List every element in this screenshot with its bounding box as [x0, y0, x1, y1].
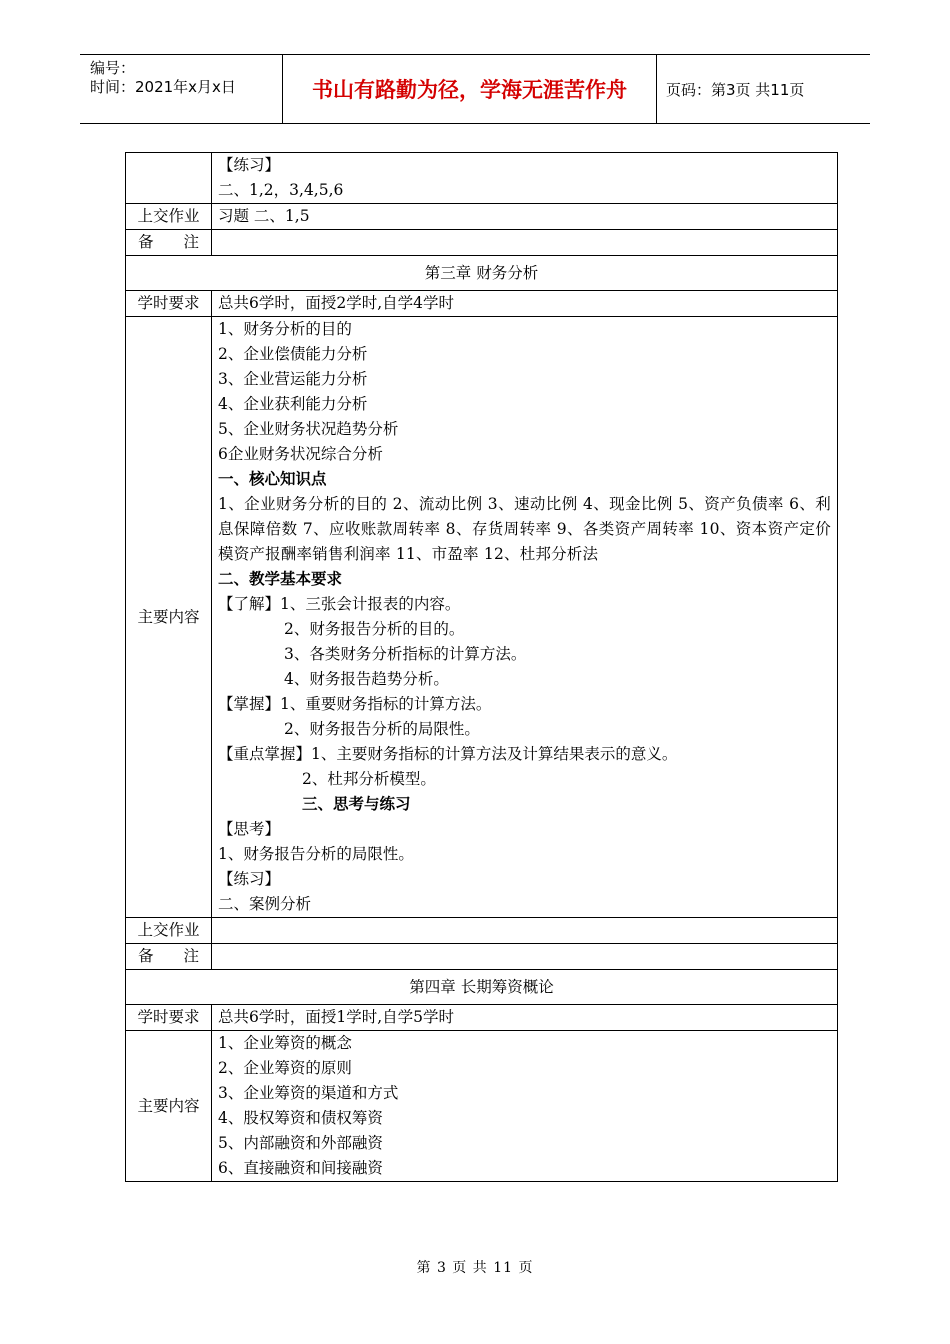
key-tag: 【重点掌握】 [218, 745, 312, 763]
chapter-title: 第三章 财务分析 [126, 256, 838, 291]
understand-item: 1、三张会计报表的内容。 [280, 595, 461, 613]
table-row [126, 970, 838, 1005]
header-meta [80, 55, 282, 123]
practice-items: 二、1,2，3,4,5,6 [218, 181, 344, 199]
page-footer: 第 3 页 共 11 页 [416, 1260, 534, 1276]
understand-item: 4、财务报告趋势分析。 [284, 670, 449, 688]
homework-label: 上交作业 [126, 918, 212, 944]
header-page-info: 页码：第3页 共11页 [666, 80, 805, 99]
core-heading: 一、核心知识点 [218, 470, 327, 488]
requirements-heading: 二、教学基本要求 [218, 570, 343, 588]
doc-time-label: 时间：2021年x月x日 [90, 78, 236, 96]
table-row [126, 1031, 838, 1182]
practice-tag: 【练习】 [218, 870, 281, 888]
homework-value [212, 918, 838, 944]
doc-number-label: 编号： [90, 59, 136, 77]
table-row [126, 256, 838, 291]
homework-label: 上交作业 [126, 204, 212, 230]
table-row [126, 204, 838, 230]
content-label: 主要内容 [126, 1031, 212, 1182]
think-item: 1、财务报告分析的局限性。 [218, 845, 414, 863]
topic-item: 4、股权筹资和债权筹资 [218, 1109, 383, 1127]
topic-item: 5、内部融资和外部融资 [218, 1134, 383, 1152]
remarks-label: 备 注 [126, 944, 212, 970]
practice-tag: 【练习】 [218, 156, 281, 174]
remarks-label: 备 注 [126, 230, 212, 256]
key-item: 1、主要财务指标的计算方法及计算结果表示的意义。 [311, 745, 678, 763]
topic-item: 1、财务分析的目的 [218, 320, 352, 338]
topic-item: 2、企业偿债能力分析 [218, 345, 368, 363]
understand-item: 2、财务报告分析的目的。 [284, 620, 465, 638]
table-row [126, 291, 838, 317]
topic-item: 1、企业筹资的概念 [218, 1034, 352, 1052]
topic-item: 6企业财务状况综合分析 [218, 445, 383, 463]
chapter-title: 第四章 长期筹资概论 [126, 970, 838, 1005]
topic-item: 3、企业筹资的渠道和方式 [218, 1084, 399, 1102]
master-tag: 【掌握】 [218, 695, 281, 713]
table-row [126, 944, 838, 970]
topic-item: 4、企业获利能力分析 [218, 395, 368, 413]
think-heading: 三、思考与练习 [302, 795, 411, 813]
remarks-value [212, 944, 838, 970]
hours-label: 学时要求 [126, 1005, 212, 1031]
topic-item: 5、企业财务状况趋势分析 [218, 420, 399, 438]
homework-value: 习题 二、1,5 [212, 204, 838, 230]
understand-line [218, 592, 837, 617]
hours-value: 总共6学时，面授1学时,自学5学时 [212, 1005, 838, 1031]
content-label: 主要内容 [126, 317, 212, 918]
master-item: 1、重要财务指标的计算方法。 [280, 695, 492, 713]
hours-label: 学时要求 [126, 291, 212, 317]
topic-item: 6、直接融资和间接融资 [218, 1159, 383, 1177]
practice-item: 二、案例分析 [218, 895, 312, 913]
header-motto: 书山有路勤为径，学海无涯苦作舟 [282, 55, 657, 123]
content-cell [212, 317, 838, 918]
think-tag: 【思考】 [218, 820, 281, 838]
master-line [218, 692, 837, 717]
page-header [80, 54, 870, 124]
key-line [218, 742, 837, 767]
content-cell [212, 1031, 838, 1182]
core-points: 1、企业财务分析的目的 2、流动比例 3、速动比例 4、现金比例 5、资产负债率 6、利息保障倍数 7、应收账款周转率 8、存货周转率 9、各类资产周转率 10、资本资产定价模资产报酬率销售利润率 11、市盈率 12、杜邦分析法 [218, 495, 831, 563]
table-row [126, 918, 838, 944]
table-row [126, 230, 838, 256]
syllabus-table [125, 152, 838, 1182]
remarks-value [212, 230, 838, 256]
topic-item: 3、企业营运能力分析 [218, 370, 368, 388]
table-row [126, 153, 838, 204]
understand-item: 3、各类财务分析指标的计算方法。 [284, 645, 527, 663]
prev-practice-cell [212, 153, 838, 204]
hours-value: 总共6学时，面授2学时,自学4学时 [212, 291, 838, 317]
key-item: 2、杜邦分析模型。 [302, 770, 436, 788]
topic-item: 2、企业筹资的原则 [218, 1059, 352, 1077]
understand-tag: 【了解】 [218, 595, 281, 613]
master-item: 2、财务报告分析的局限性。 [284, 720, 480, 738]
table-row [126, 1005, 838, 1031]
table-row [126, 317, 838, 918]
